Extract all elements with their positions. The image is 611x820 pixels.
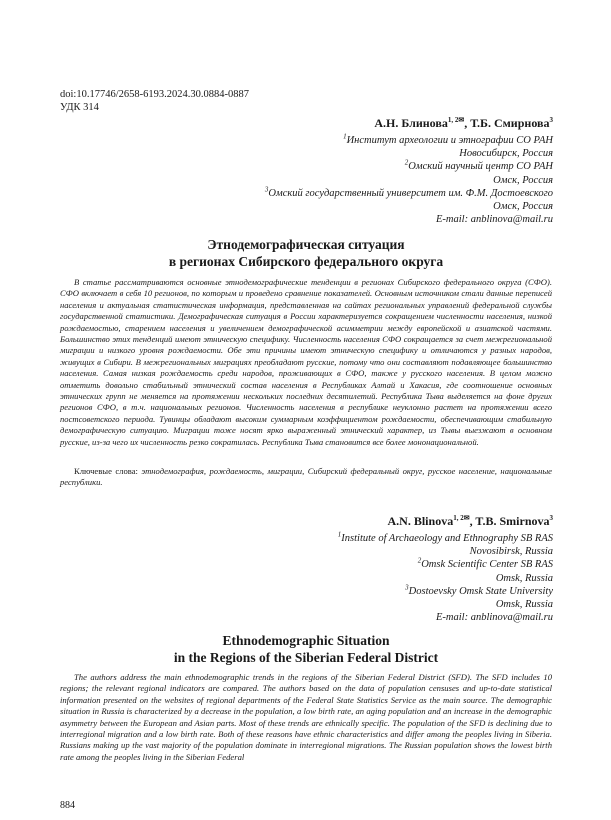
en-authors	[388, 514, 553, 529]
en-affil-3-num: 3	[405, 583, 409, 592]
en-affil-3-name: Dostoevsky Omsk State University	[408, 585, 553, 597]
ru-authors	[374, 116, 553, 131]
en-title-line1: Ethnodemographic Situation	[222, 633, 390, 648]
ru-affil-3-num: 3	[264, 185, 269, 194]
ru-affil-3-name: Омский государственный университет им. Ф.М. Достоевского	[268, 187, 553, 199]
en-affil-2	[223, 558, 553, 571]
ru-keywords-text: этнодемография, рождаемость, миграции, Сибирский федеральный округ, русское население, национальные республики.	[60, 466, 552, 488]
ru-affil-1-name: Институт археологии и этнографии СО РАН	[346, 135, 553, 146]
ru-affil-3	[223, 187, 553, 200]
en-title-line2: in the Regions of the Siberian Federal District	[173, 650, 439, 665]
en-affil-3-city: Omsk, Russia	[495, 599, 553, 611]
ru-author1-sup: 1, 2✉	[447, 116, 465, 124]
en-affil-1-city: Novosibirsk, Russia	[469, 546, 553, 558]
ru-author1-name: А.Н. Блинова	[374, 116, 448, 130]
ru-author-separator: ,	[464, 116, 471, 130]
udk: УДК 314	[60, 102, 99, 113]
ru-affiliations	[223, 134, 553, 226]
en-affil-1-num: 1	[337, 530, 342, 539]
ru-affil-1-city: Новосибирск, Россия	[459, 148, 553, 160]
ru-affil-1-num: 1	[343, 132, 347, 141]
ru-author2-name: Т.Б. Смирнова	[470, 116, 550, 130]
page-number: 884	[60, 800, 75, 811]
en-author2-name: T.B. Smirnova	[475, 514, 550, 528]
ru-keywords	[60, 466, 552, 489]
ru-affil-2	[223, 160, 553, 173]
en-author2-sup: 3	[549, 514, 553, 522]
en-author-separator: ,	[469, 514, 476, 528]
ru-affil-3-city: Омск, Россия	[493, 201, 553, 213]
ru-email: E-mail: anblinova@mail.ru	[436, 214, 553, 226]
en-affiliations	[223, 532, 553, 624]
ru-affil-2-name: Омский научный центр СО РАН	[408, 161, 553, 173]
ru-title-line1: Этнодемографическая ситуация	[207, 237, 405, 252]
en-abstract: The authors address the main ethnodemographic trends in the regions of the Siberian Federal District (SFD). The SFD includes 10 regions; the relevant regional indicators are compared. The authors based on the data of population censuses and up-to-date statistical information presented on the websites of regional departments of the Federal State Statistics Service as the main source. The demographic situation in Russia is characterized by a decrease in the population, a low birth rate, an aging population and an increase in the demographic asymmetry between the European and Asian parts. Most of these trends are ethnically specific. The population of the SFD is declining due to interregional migration and a low birth rate. Both of these reasons have ethnic characteristics and differ among the peoples living in Siberia. Russians making up the vast majority of the population dominate in interregional migrations. The Russian population shows the lowest birth rate among the peoples living in the Siberian Federal	[60, 672, 552, 762]
ru-title-line2: в регионах Сибирского федерального округа	[168, 254, 444, 269]
ru-title	[60, 236, 552, 270]
ru-abstract: В статье рассматриваются основные этнодемографические тенденции в регионах Сибирского федерального округа (СФО). СФО включает в себя 10 регионов, по которым и проведено сравнение показателей. Основным источником стали данные переписей населения и актуальная статистическая информация, представленная на сайтах региональных управлений федеральной службы государственной статистики. Демографическая ситуация в России характеризуется сокращением численности населения, низкой рождаемостью, старением населения и увеличением демографической асимметрии между европейской и азиатской частями. Большинство этих тенденций имеют этническую специфику. Численность населения СФО сокращается за счет межрегиональной миграции и низкого уровня рождаемости. Обе эти причины имеют этническую специфику и отличаются у разных народов, живущих в Сибири. В межрегиональных миграциях преобладают русские, потому что они составляют подавляющее большинство населения. Самая низкая рождаемость среди народов, проживающих в СФО, также у русского населения. В целом можно отметить довольно стабильный этнический состав населения в Республиках Алтай и Хакасия, где соотношение основных этнических групп не меняется на протяжении нескольких последних десятилетий. Республика Тыва выделяется на фоне других регионов СФО, в т.ч. национальных регионов. Численность населения в республике неуклонно растет на протяжении всего постсоветского периода. Тувинцы обладают высоким суммарным коэффициентом рождаемости, обеспечивающим стабильную демографическую ситуацию. Миграции тоже носят ярко выраженный этнический характер, из Тывы выезжают в основном русские, из-за чего их численность резко сократилась. Республика Тыва становится все более мононациональной.	[60, 277, 552, 447]
en-author1-name: A.N. Blinova	[387, 514, 454, 528]
ru-author2-sup: 3	[549, 116, 553, 124]
en-affil-2-city: Omsk, Russia	[495, 572, 553, 584]
en-affil-1-name: Institute of Archaeology and Ethnography SB RAS	[341, 533, 553, 544]
en-affil-1	[223, 532, 553, 545]
ru-keywords-label: Ключевые слова:	[74, 466, 142, 476]
en-affil-2-name: Omsk Scientific Center SB RAS	[421, 559, 553, 571]
en-title	[60, 632, 552, 666]
ru-affil-2-city: Омск, Россия	[493, 174, 553, 186]
en-author1-sup: 1, 2✉	[453, 514, 470, 522]
en-affil-3	[223, 585, 553, 598]
doi: doi:10.17746/2658-6193.2024.30.0884-0887	[60, 89, 249, 100]
en-email: E-mail: anblinova@mail.ru	[436, 612, 553, 624]
ru-affil-1	[223, 134, 553, 147]
ru-affil-2-num: 2	[404, 158, 409, 167]
en-affil-2-num: 2	[417, 556, 422, 565]
